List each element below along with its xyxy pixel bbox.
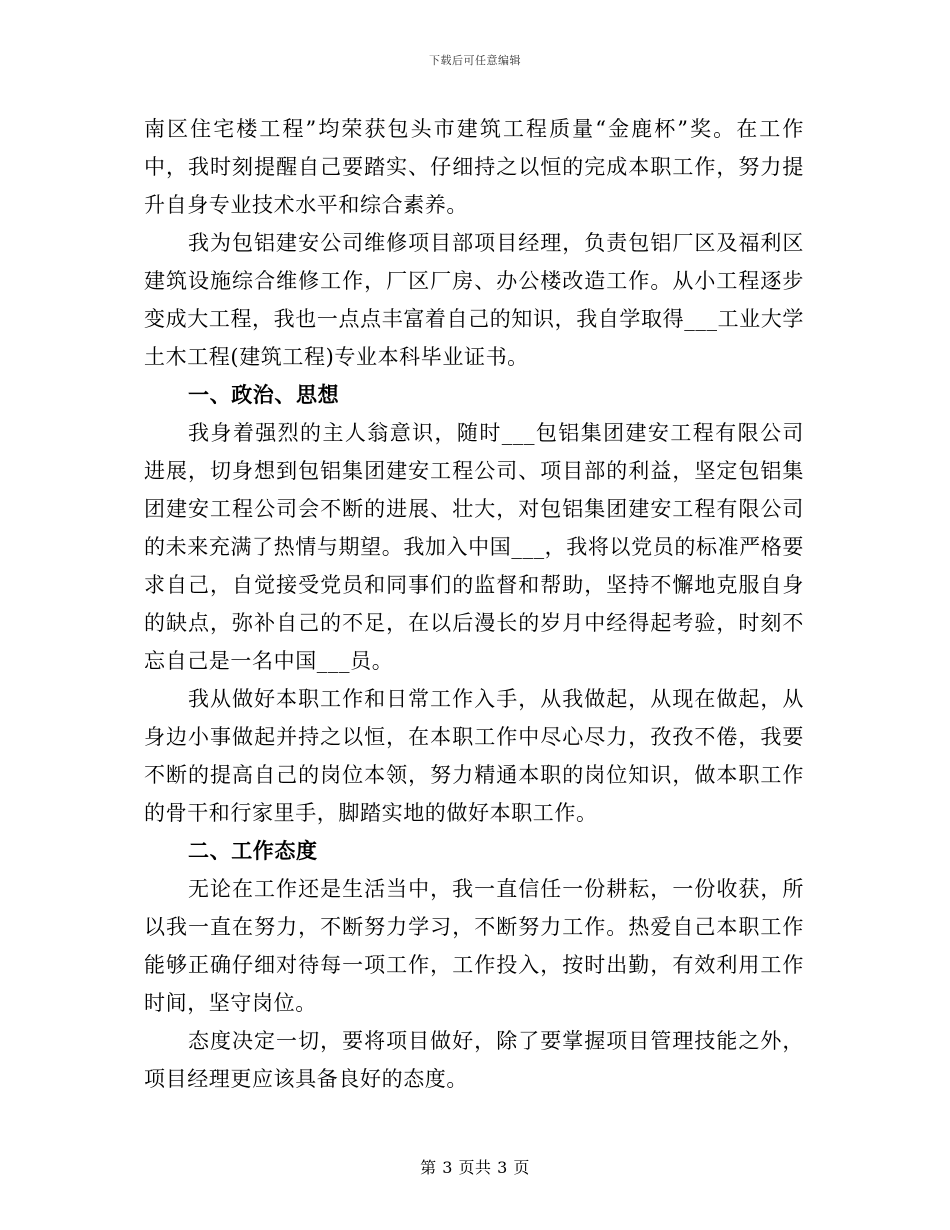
- paragraph-continuation: 南区住宅楼工程”均荣获包头市建筑工程质量“金鹿杯”奖。在工作中，我时刻提醒自己要踏实、仔细持之以恒的完成本职工作，努力提升自身专业技术水平和综合素养。: [144, 117, 804, 217]
- section-heading-attitude: 二、工作态度: [188, 839, 318, 863]
- page-header: 下载后可任意编辑: [429, 54, 521, 67]
- section-heading-politics: 一、政治、思想: [188, 383, 340, 407]
- paragraph-politics: 我身着强烈的主人翁意识，随时___包铝集团建安工程有限公司进展，切身想到包铝集团建安工程公司、项目部的利益，坚定包铝集团建安工程公司会不断的进展、壮大，对包铝集团建安工程有限公司的未来充满了热情与期望。我加入中国___，我将以党员的标准严格要求自己，自觉接受党员和同事们的监督和帮助，坚持不懈地克服自身的缺点，弥补自己的不足，在以后漫长的岁月中经得起考验，时刻不忘自己是一名中国___员。: [144, 421, 804, 673]
- paragraph-duty: 我从做好本职工作和日常工作入手，从我做起，从现在做起，从身边小事做起并持之以恒，在本职工作中尽心尽力，孜孜不倦，我要不断的提高自己的岗位本领，努力精通本职的岗位知识，做本职工作的骨干和行家里手，脚踏实地的做好本职工作。: [144, 687, 804, 825]
- paragraph-attitude: 无论在工作还是生活当中，我一直信任一份耕耘，一份收获，所以我一直在努力，不断努力学习，不断努力工作。热爱自己本职工作能够正确仔细对待每一项工作，工作投入，按时出勤，有效利用工作时间，坚守岗位。: [144, 877, 804, 1015]
- paragraph-role: 我为包铝建安公司维修项目部项目经理，负责包铝厂区及福利区建筑设施综合维修工作，厂区厂房、办公楼改造工作。从小工程逐步变成大工程，我也一点点丰富着自己的知识，我自学取得___工业大学土木工程(建筑工程)专业本科毕业证书。: [144, 231, 804, 369]
- paragraph-attitude-conclusion: 态度决定一切，要将项目做好，除了要掌握项目管理技能之外，项目经理更应该具备良好的态度。: [144, 1029, 804, 1091]
- page-number: 第 3 页共 3 页: [420, 1158, 530, 1177]
- document-body: [144, 110, 804, 1098]
